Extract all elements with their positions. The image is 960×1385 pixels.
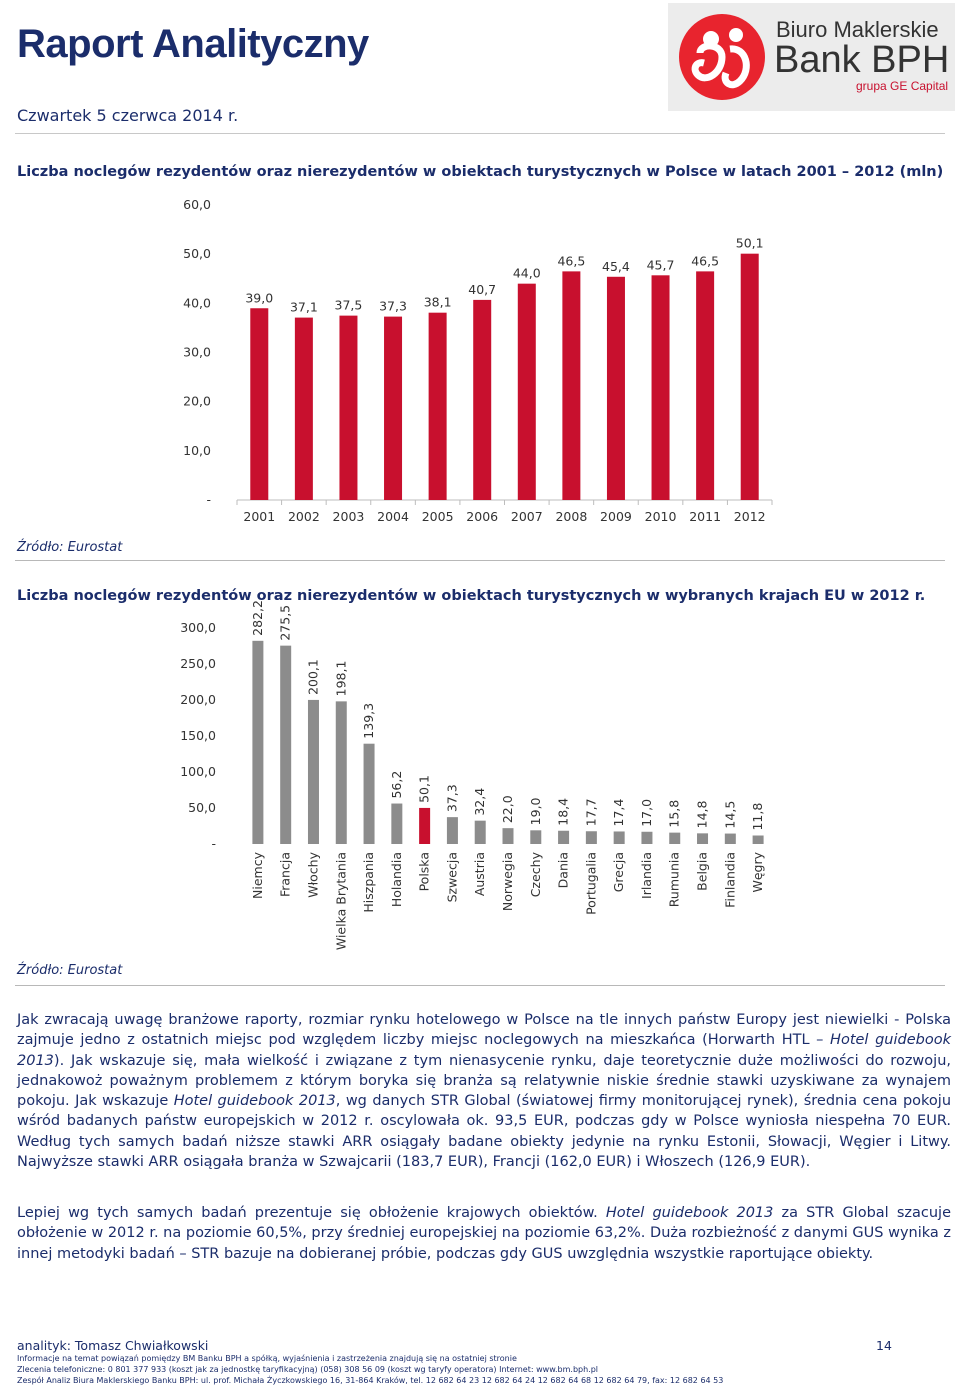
y-tick-label: 60,0 (183, 197, 211, 212)
y-tick-label: 40,0 (183, 295, 211, 311)
bar-Wielka Brytania (336, 701, 347, 844)
x-tick-label: 2004 (377, 509, 409, 524)
bar-Węgry (753, 836, 764, 844)
bar-Austria (475, 821, 486, 844)
bar-2004 (384, 317, 402, 500)
data-label: 32,4 (472, 787, 488, 816)
y-tick-label: 250,0 (180, 656, 216, 671)
chart2-divider (15, 985, 945, 986)
data-label: 18,4 (555, 797, 571, 826)
chart-poland-overnight-stays (0, 190, 960, 535)
bar-Niemcy (252, 641, 263, 844)
x-tick-label: 2009 (600, 509, 632, 524)
y-tick-label: 100,0 (180, 764, 216, 779)
data-label: 275,5 (277, 604, 293, 641)
x-tick-label: Węgry (750, 852, 766, 893)
bank-emblem-icon (676, 13, 768, 101)
bar-Portugalia (586, 831, 597, 844)
page-number: 14 (876, 1338, 892, 1353)
data-label: 45,4 (602, 258, 630, 274)
x-tick-label: Portugalia (583, 852, 599, 915)
y-tick-label: 30,0 (183, 344, 211, 360)
para2-citation: Hotel guidebook 2013 (605, 1205, 774, 1221)
x-tick-label: Belgia (694, 852, 710, 891)
x-tick-label: 2001 (243, 509, 276, 524)
x-tick-label: 2006 (466, 509, 499, 524)
x-tick-label: 2003 (332, 509, 365, 524)
bar-Irlandia (641, 832, 652, 844)
chart1-source: Źródło: Eurostat (17, 540, 123, 555)
bar-Grecja (614, 831, 625, 844)
bar-Dania (558, 831, 569, 844)
bar-2012 (741, 254, 759, 500)
chart1-title: Liczba noclegów rezydentów oraz nierezydentów w obiektach turystycznych w Polsce w latach 2001 – 2012 (mln) (17, 164, 944, 180)
bar-Francja (280, 646, 291, 844)
data-label: 11,8 (750, 802, 766, 831)
data-label: 50,1 (416, 775, 432, 803)
x-tick-label: Finlandia (722, 852, 738, 908)
bar-Szwecja (447, 817, 458, 844)
chart2-title: Liczba noclegów rezydentów oraz nierezydentów w obiektach turystycznych w wybranych krajach EU w 2012 r. (17, 588, 926, 604)
bar-Norwegia (503, 828, 514, 844)
data-label: 38,1 (423, 294, 452, 310)
x-tick-label: Hiszpania (361, 852, 377, 913)
bar-Włochy (308, 700, 319, 844)
para1-citation-1: Hotel guidebook 2013 (17, 1032, 951, 1069)
x-tick-label: 2002 (287, 509, 320, 524)
data-label: 50,1 (735, 235, 764, 251)
x-tick-label: 2008 (555, 509, 588, 524)
data-label: 44,0 (512, 265, 541, 281)
x-tick-label: Grecja (611, 852, 627, 893)
x-tick-label: Irlandia (638, 852, 654, 899)
x-tick-label: Francja (277, 852, 293, 898)
para1-part-c: ). Jak wskazuje się, mała wielkość i związane z tym nienasycenie rynku, daje teoretycznie duże możliwości do rozwoju, jednakowoż poważnym problemem z którym boryka się branża są relatywnie niskie średnie stawki uzyskiwane za wynajem pokoju. Jak wskazuje (17, 1052, 951, 1110)
bar-2009 (607, 277, 625, 500)
report-date: Czwartek 5 czerwca 2014 r. (17, 106, 239, 125)
x-tick-label: 2010 (644, 509, 677, 524)
logo-line1: Biuro Maklerskie (776, 17, 939, 42)
x-tick-label: Austria (472, 852, 488, 897)
data-label: 45,7 (646, 257, 675, 273)
x-tick-label: Szwecja (444, 852, 460, 903)
x-tick-label: Włochy (305, 852, 321, 898)
chart-eu-overnight-stays (0, 600, 960, 955)
bar-Czechy (530, 830, 541, 844)
data-label: 56,2 (388, 770, 404, 799)
data-label: 46,5 (691, 253, 720, 269)
data-label: 14,8 (694, 800, 710, 829)
y-tick-label: 50,0 (188, 800, 216, 815)
y-tick-label: 50,0 (183, 246, 211, 262)
para1-part-a: Jak zwracają uwagę branżowe raporty, rozmiar rynku hotelowego w Polsce na tle innych państw Europy jest niewielki - Polska zajmuje jedno z ostatnich miejsc pod względem liczby miejsc noclegowych na mieszkańca (Horwarth HTL – (17, 1012, 951, 1049)
data-label: 17,7 (583, 798, 599, 827)
data-label: 22,0 (500, 795, 515, 824)
data-label: 15,8 (666, 799, 682, 828)
data-label: 14,5 (722, 800, 738, 829)
report-title: Raport Analityczny (17, 22, 369, 66)
footer-disclaimer: Informacje na temat powiązań pomiędzy BM Banku BPH a spółką, wyjaśnienia i zastrzeżenia znajdują się na ostatniej stronie (17, 1354, 517, 1363)
brand-logo (668, 3, 955, 111)
bar-2003 (339, 316, 357, 500)
bar-Holandia (391, 804, 402, 844)
data-label: 40,7 (468, 281, 497, 297)
y-tick-label: - (211, 836, 216, 851)
y-tick-label: 200,0 (180, 692, 216, 707)
y-tick-label: 150,0 (180, 728, 216, 743)
bar-2010 (652, 275, 670, 500)
bar-2005 (429, 313, 447, 500)
data-label: 37,3 (379, 298, 407, 314)
data-label: 200,1 (305, 659, 321, 695)
data-label: 17,0 (638, 798, 654, 827)
bar-Belgia (697, 833, 708, 844)
y-tick-label: - (206, 492, 211, 507)
x-tick-label: 2007 (510, 509, 543, 524)
y-tick-label: 10,0 (183, 442, 211, 458)
body-paragraph-1 (17, 1010, 951, 1172)
bar-2001 (250, 308, 268, 500)
bar-Hiszpania (364, 744, 375, 844)
y-tick-label: 300,0 (180, 620, 216, 635)
data-label: 198,1 (333, 660, 349, 697)
x-tick-label: 2011 (689, 509, 722, 524)
data-label: 19,0 (527, 797, 543, 826)
data-label: 37,5 (334, 297, 363, 313)
x-tick-label: 2005 (421, 509, 454, 524)
logo-line2: Bank BPH (774, 39, 950, 81)
data-label: 46,5 (557, 253, 586, 269)
para2-part-a: Lepiej wg tych samych badań prezentuje się obłożenie krajowych obiektów. (17, 1205, 606, 1221)
bar-Rumunia (669, 833, 680, 844)
bar-Finlandia (725, 834, 736, 844)
x-tick-label: Czechy (527, 852, 543, 898)
para2-part-c: za STR Global szacuje obłożenie w 2012 r. na poziomie 60,5%, przy średniej europejskiej na poziomie 63,2%. Duża rozbieżność z danymi GUS wynika z innej metodyki badań – STR bazuje na dobieranej próbie, podczas gdy GUS uwzględnia wszystkie raportujące obiekty. (17, 1205, 951, 1262)
data-label: 139,3 (361, 702, 377, 739)
chart2-source: Źródło: Eurostat (17, 963, 123, 978)
x-tick-label: 2012 (733, 509, 766, 524)
bar-Polska (419, 808, 430, 844)
bar-2011 (696, 271, 714, 500)
data-label: 39,0 (245, 290, 274, 306)
footer-team: Zespół Analiz Biura Maklerskiego Banku BPH: ul. prof. Michała Życzkowskiego 16, 31-864 Kraków, tel. 12 682 64 23 12 682 64 24 12 682 64 68 12 682 64 79, fax: 12 682 64 53 (17, 1376, 724, 1385)
bar-2008 (562, 271, 580, 500)
footer-analyst: analityk: Tomasz Chwiałkowski (17, 1338, 209, 1353)
x-tick-label: Holandia (388, 852, 404, 908)
x-tick-label: Dania (555, 852, 571, 889)
data-label: 37,1 (289, 299, 318, 315)
x-tick-label: Polska (416, 852, 432, 892)
x-tick-label: Niemcy (249, 852, 265, 899)
data-label: 282,2 (249, 600, 265, 636)
body-paragraph-2 (17, 1203, 951, 1264)
x-tick-label: Norwegia (500, 852, 515, 912)
logo-line3: grupa GE Capital (856, 79, 949, 93)
header-divider (15, 133, 945, 134)
data-label: 17,4 (611, 798, 627, 827)
para1-citation-2: Hotel guidebook 2013 (173, 1093, 336, 1110)
bar-2002 (295, 318, 313, 500)
bar-2006 (473, 300, 491, 500)
x-tick-label: Wielka Brytania (333, 852, 349, 951)
data-label: 37,3 (444, 784, 460, 813)
chart1-divider (15, 560, 945, 561)
bar-2007 (518, 284, 536, 500)
footer-orders: Zlecenia telefoniczne: 0 801 377 933 (koszt jak za jednostkę taryfikacyjną) (058) 308 56 09 (koszt wg taryfy operatora) Internet: www.bm.bph.pl (17, 1365, 599, 1374)
x-tick-label: Rumunia (666, 852, 682, 908)
y-tick-label: 20,0 (183, 393, 211, 409)
para1-part-e: , wg danych STR Global (światowej firmy monitorującej rynek), średnia cena pokoju wśród badanych państw europejskich w 2012 r. oscylowała ok. 93,5 EUR, podczas gdy w Polsce wyniosła niespełna 70 EUR. Według tych samych badań niższe stawki ARR osiągały badane obiekty jedynie na rynku Estonii, Słowacji, Węgier i Litwy. Najwyższe stawki ARR osiągała branża w Szwajcarii (183,7 EUR), Francji (162,0 EUR) i Włoszech (126,9 EUR). (17, 1093, 952, 1171)
